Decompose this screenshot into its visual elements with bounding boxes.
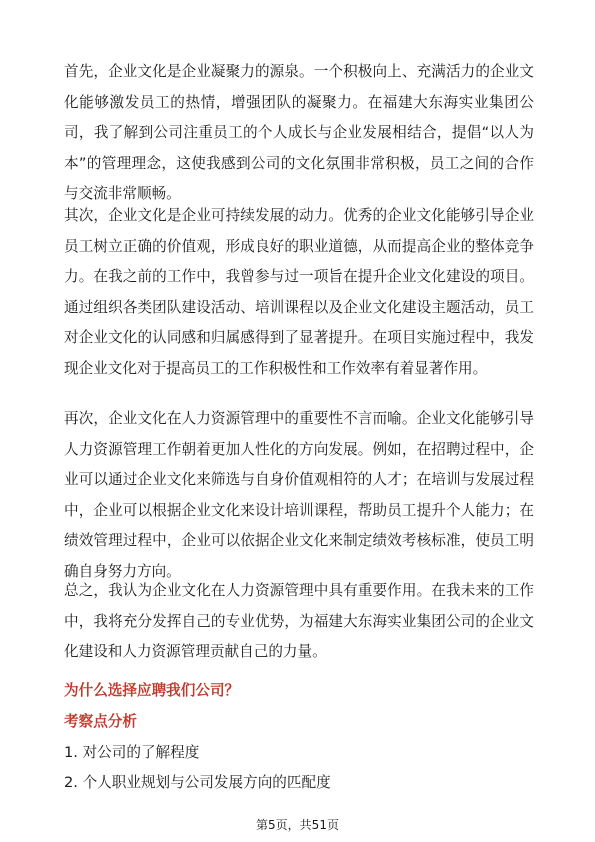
analysis-points-list	[64, 738, 331, 798]
page-number-footer: 第5页，共51页	[256, 818, 339, 832]
body-paragraph-2: 其次，企业文化是企业可持续发展的动力。优秀的企业文化能够引导企业员工树立正确的价值观，形成良好的职业道德，从而提高企业的整体竞争力。在我之前的工作中，我曾参与过一项旨在提升企业文化建设的项目。通过组织各类团队建设活动、培训课程以及企业文化建设主题活动，员工对企业文化的认同感和归属感得到了显著提升。在项目实施过程中，我发现企业文化对于提高员工的工作积极性和工作效率有着显著作用。	[64, 207, 534, 377]
body-paragraph-3: 再次，企业文化在人力资源管理中的重要性不言而喻。企业文化能够引导人力资源管理工作朝着更加人性化的方向发展。例如，在招聘过程中，企业可以通过企业文化来筛选与自身价值观相符的人才；在培训与发展过程中，企业可以根据企业文化来设计培训课程，帮助员工提升个人能力；在绩效管理过程中，企业可以依据企业文化来制定绩效考核标准，使员工明确自身努力方向。	[64, 410, 534, 580]
body-paragraph-1: 首先，企业文化是企业凝聚力的源泉。一个积极向上、充满活力的企业文化能够激发员工的热情，增强团队的凝聚力。在福建大东海实业集团公司，我了解到公司注重员工的个人成长与企业发展相结合，提倡“以人为本”的管理理念，这使我感到公司的文化氛围非常积极，员工之间的合作与交流非常顺畅。	[64, 63, 534, 203]
list-item: 2. 个人职业规划与公司发展方向的匹配度	[64, 774, 331, 791]
body-paragraph-4: 总之，我认为企业文化在人力资源管理中具有重要作用。在我未来的工作中，我将充分发挥自己的专业优势，为福建大东海实业集团公司的企业文化建设和人力资源管理贡献自己的力量。	[64, 582, 534, 661]
list-item: 1. 对公司的了解程度	[64, 744, 200, 761]
question-title: 为什么选择应聘我们公司？	[64, 682, 240, 699]
analysis-heading: 考察点分析	[64, 713, 137, 730]
